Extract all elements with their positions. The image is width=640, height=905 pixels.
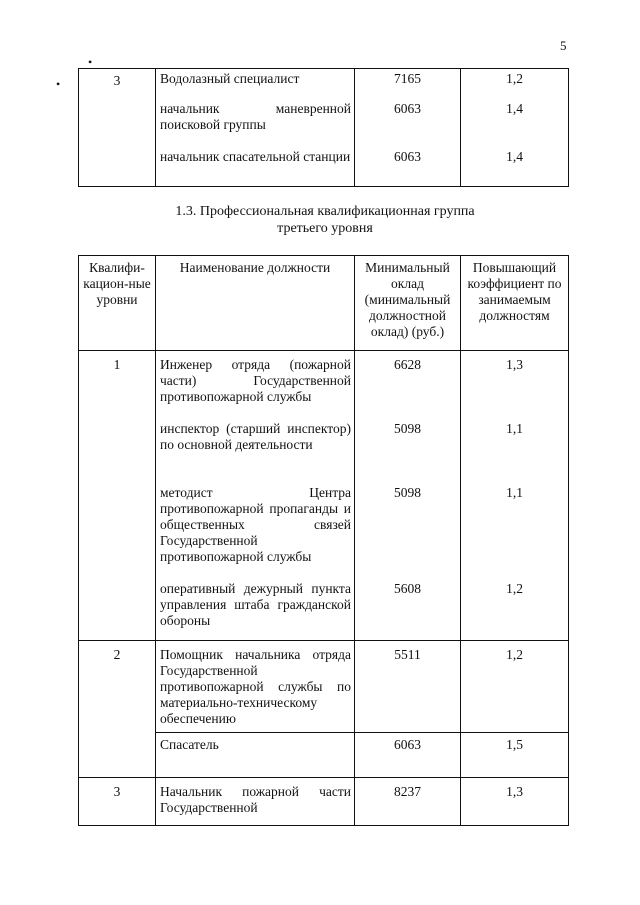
coefficient-value: 1,3	[506, 357, 523, 372]
position-name: Водолазный специалист	[160, 71, 300, 86]
salary-value: 6063	[394, 149, 421, 164]
coefficient-value: 1,2	[506, 581, 523, 596]
header-salary	[355, 256, 461, 351]
salary-value: 5098	[394, 485, 421, 500]
position-name: Спасатель	[156, 733, 355, 778]
header-salary-text: Минимальный оклад (минимальный должностной оклад) (руб.)	[364, 260, 451, 339]
continuation-table	[78, 68, 569, 187]
position-name: Помощник начальника отряда Государственной противопожарной службы по материально-техническому обеспечению	[156, 641, 355, 733]
salary-cell	[355, 69, 461, 187]
scan-mark: •	[88, 55, 93, 69]
header-coefficient-text: Повышающий коэффициент по занимаемым должностям	[467, 260, 562, 323]
salary-value: 5608	[394, 581, 421, 596]
salary-value: 6063	[394, 101, 421, 116]
coefficient-value: 1,1	[506, 485, 523, 500]
coefficient-value: 1,5	[461, 733, 569, 778]
scan-mark: •	[56, 77, 61, 91]
section-title-line: третьего уровня	[277, 221, 373, 236]
salary-value: 5511	[355, 641, 461, 733]
position-name: оперативный дежурный пункта управления штаба гражданской обороны	[160, 581, 351, 628]
position-cell	[156, 351, 355, 641]
position-name: методист Центра противопожарной пропаганды и общественных связей Государственной противопожарной службы	[160, 485, 351, 564]
level-cell: 2	[79, 641, 156, 778]
header-name: Наименование должности	[156, 256, 355, 351]
page-number: 5	[560, 38, 567, 53]
coefficient-cell	[461, 351, 569, 641]
salary-value: 6063	[355, 733, 461, 778]
salary-value: 5098	[394, 421, 421, 436]
position-cell	[156, 69, 355, 187]
level-cell: 3	[79, 69, 156, 187]
coefficient-value: 1,2	[461, 641, 569, 733]
coefficient-value: 1,4	[506, 101, 523, 116]
salary-value: 6628	[394, 357, 421, 372]
coefficient-value: 1,3	[461, 778, 569, 826]
coefficient-value: 1,4	[506, 149, 523, 164]
position-name: инспектор (старший инспектор) по основной деятельности	[160, 421, 351, 452]
qualification-table	[78, 255, 569, 826]
section-title-line: 1.3. Профессиональная квалификационная группа	[175, 204, 475, 219]
coefficient-cell	[461, 69, 569, 187]
position-name: Начальник пожарной части Государственной	[156, 778, 355, 826]
header-level-text: Квалифи-кацион-ные уровни	[83, 260, 151, 307]
level-cell: 3	[79, 778, 156, 826]
header-level	[79, 256, 156, 351]
position-name-text: Инженер отряда (пожарной части) Государственной противопожарной службы	[160, 357, 351, 404]
level-cell: 1	[79, 351, 156, 641]
section-title	[130, 203, 520, 237]
position-name	[160, 357, 351, 421]
header-coefficient	[461, 256, 569, 351]
position-name: начальник маневренной поисковой группы	[160, 101, 351, 132]
salary-value: 8237	[355, 778, 461, 826]
coefficient-value: 1,1	[506, 421, 523, 436]
salary-value: 7165	[394, 71, 421, 86]
coefficient-value: 1,2	[506, 71, 523, 86]
position-name: начальник спасательной станции	[160, 149, 351, 164]
salary-cell	[355, 351, 461, 641]
